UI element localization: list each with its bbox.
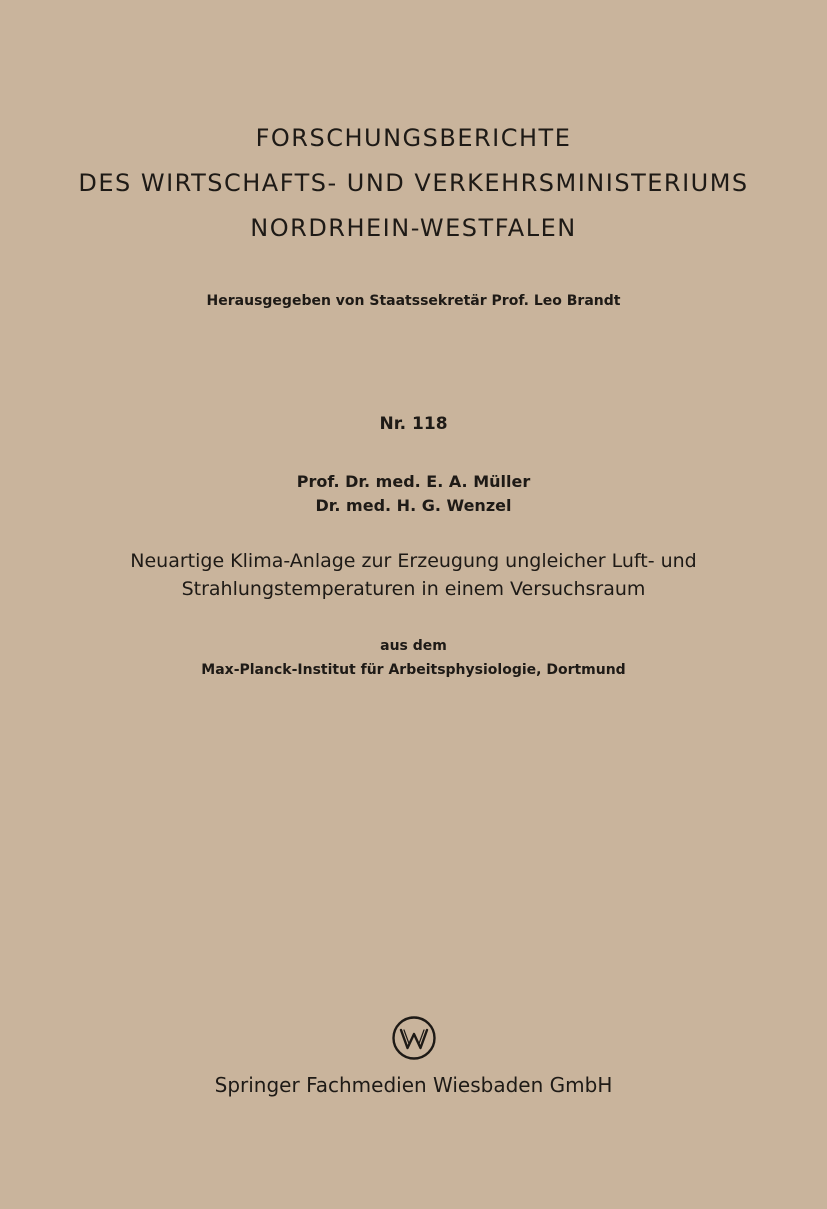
book-title-line-2: Strahlungstemperaturen in einem Versuchsraum (181, 578, 646, 600)
book-title-line-1: Neuartige Klima-Anlage zur Erzeugung ungleicher Luft- und (130, 550, 697, 572)
institution-prefix: aus dem (380, 638, 447, 654)
institution-name: Max-Planck-Institut für Arbeitsphysiologie, Dortmund (201, 662, 626, 678)
editor-line: Herausgegeben von Staatssekretär Prof. Leo Brandt (206, 293, 621, 309)
institution (0, 634, 827, 682)
springer-w-logo-icon (391, 1015, 437, 1061)
volume-number: Nr. 118 (379, 414, 448, 434)
publisher-name: Springer Fachmedien Wiesbaden GmbH (214, 1073, 613, 1097)
author-1: Prof. Dr. med. E. A. Müller (296, 472, 531, 491)
authors (0, 470, 827, 518)
series-title-line-1: FORSCHUNGSBERICHTE (255, 124, 572, 152)
series-title-line-2: DES WIRTSCHAFTS- UND VERKEHRSMINISTERIUMS (78, 169, 749, 197)
book-title (0, 547, 827, 603)
series-title-line-3: NORDRHEIN-WESTFALEN (250, 214, 577, 242)
author-2: Dr. med. H. G. Wenzel (315, 496, 512, 515)
